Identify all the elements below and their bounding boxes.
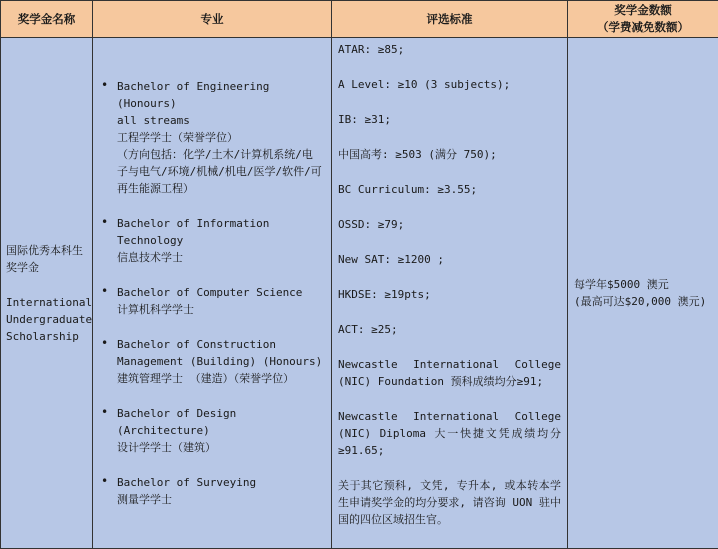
major-line: Bachelor of Surveying [117, 476, 257, 489]
major-line: Bachelor of Construction Management (Building) (Honours) [117, 338, 323, 368]
major-line: all streams [117, 114, 190, 127]
criteria-item: OSSD: ≥79; [338, 218, 405, 231]
header-amount [568, 1, 718, 38]
major-item [99, 474, 323, 508]
bullet-icon: • [101, 78, 109, 92]
bullet-icon: • [101, 215, 109, 229]
major-line: 信息技术学士 [117, 251, 183, 264]
header-major: 专业 [93, 1, 332, 38]
criteria-item: BC Curriculum: ≥3.55; [338, 183, 478, 196]
bullet-icon: • [101, 336, 109, 350]
header-amount-title: 奖学金数额 [614, 3, 672, 17]
criteria-list [338, 41, 561, 528]
major-item [99, 405, 323, 456]
header-amount-subtitle: （学费减免数额） [597, 20, 689, 34]
criteria-item: Newcastle International College (NIC) Foundation 预科成绩均分≥91; [338, 358, 561, 388]
major-line: Bachelor of Information Technology [117, 217, 270, 247]
amount-cell [568, 38, 718, 549]
scholarship-row [1, 38, 718, 549]
header-scholarship-name: 奖学金名称 [1, 1, 93, 38]
criteria-cell [332, 38, 568, 549]
criteria-item: ATAR: ≥85; [338, 43, 405, 56]
header-criteria: 评选标准 [332, 1, 568, 38]
criteria-item: HKDSE: ≥19pts; [338, 288, 431, 301]
header-row [1, 1, 718, 38]
amount-maximum: (最高可达$20,000 澳元) [574, 295, 707, 308]
major-line: （方向包括：化学/土木/计算机系统/电子与电气/环境/机械/机电/医学/软件/可再生能源工程） [117, 148, 322, 195]
scholarship-name-cell [1, 38, 93, 549]
major-line: (Architecture) [117, 424, 210, 437]
major-cell [93, 38, 332, 549]
criteria-item: A Level: ≥10 (3 subjects); [338, 78, 511, 91]
major-item [99, 284, 323, 318]
criteria-item: Newcastle International College (NIC) Diploma 大一快捷文凭成绩均分≥91.65; [338, 410, 561, 457]
major-line: 测量学学士 [117, 493, 172, 506]
major-line: 工程学学士（荣誉学位） [117, 131, 238, 144]
criteria-item: 中国高考: ≥503 (满分 750); [338, 148, 497, 161]
major-item [99, 336, 323, 387]
major-line: Bachelor of Engineering (Honours) [117, 80, 270, 110]
criteria-item: ACT: ≥25; [338, 323, 398, 336]
scholarship-name-en: International Undergraduate Scholarship [6, 295, 93, 343]
major-line: 计算机科学学士 [117, 303, 194, 316]
amount-per-year: 每学年$5000 澳元 [574, 278, 669, 291]
bullet-icon: • [101, 284, 109, 298]
criteria-item: 关于其它预科, 文凭, 专升本, 或本转本学生申请奖学金的均分要求, 请咨询 UON 驻中国的四位区域招生官。 [338, 479, 561, 526]
bullet-icon: • [101, 405, 109, 419]
bullet-icon: • [101, 474, 109, 488]
criteria-item: IB: ≥31; [338, 113, 391, 126]
major-line: Bachelor of Design [117, 407, 237, 420]
major-list [99, 78, 323, 508]
major-line: 建筑管理学士 （建造）（荣誉学位） [117, 372, 295, 385]
major-line: 设计学学士（建筑） [117, 441, 216, 454]
major-line: Bachelor of Computer Science [117, 286, 303, 299]
criteria-item: New SAT: ≥1200 ; [338, 253, 444, 266]
major-item [99, 78, 323, 197]
major-item [99, 215, 323, 266]
scholarship-name-cn: 国际优秀本科生奖学金 [6, 243, 83, 274]
